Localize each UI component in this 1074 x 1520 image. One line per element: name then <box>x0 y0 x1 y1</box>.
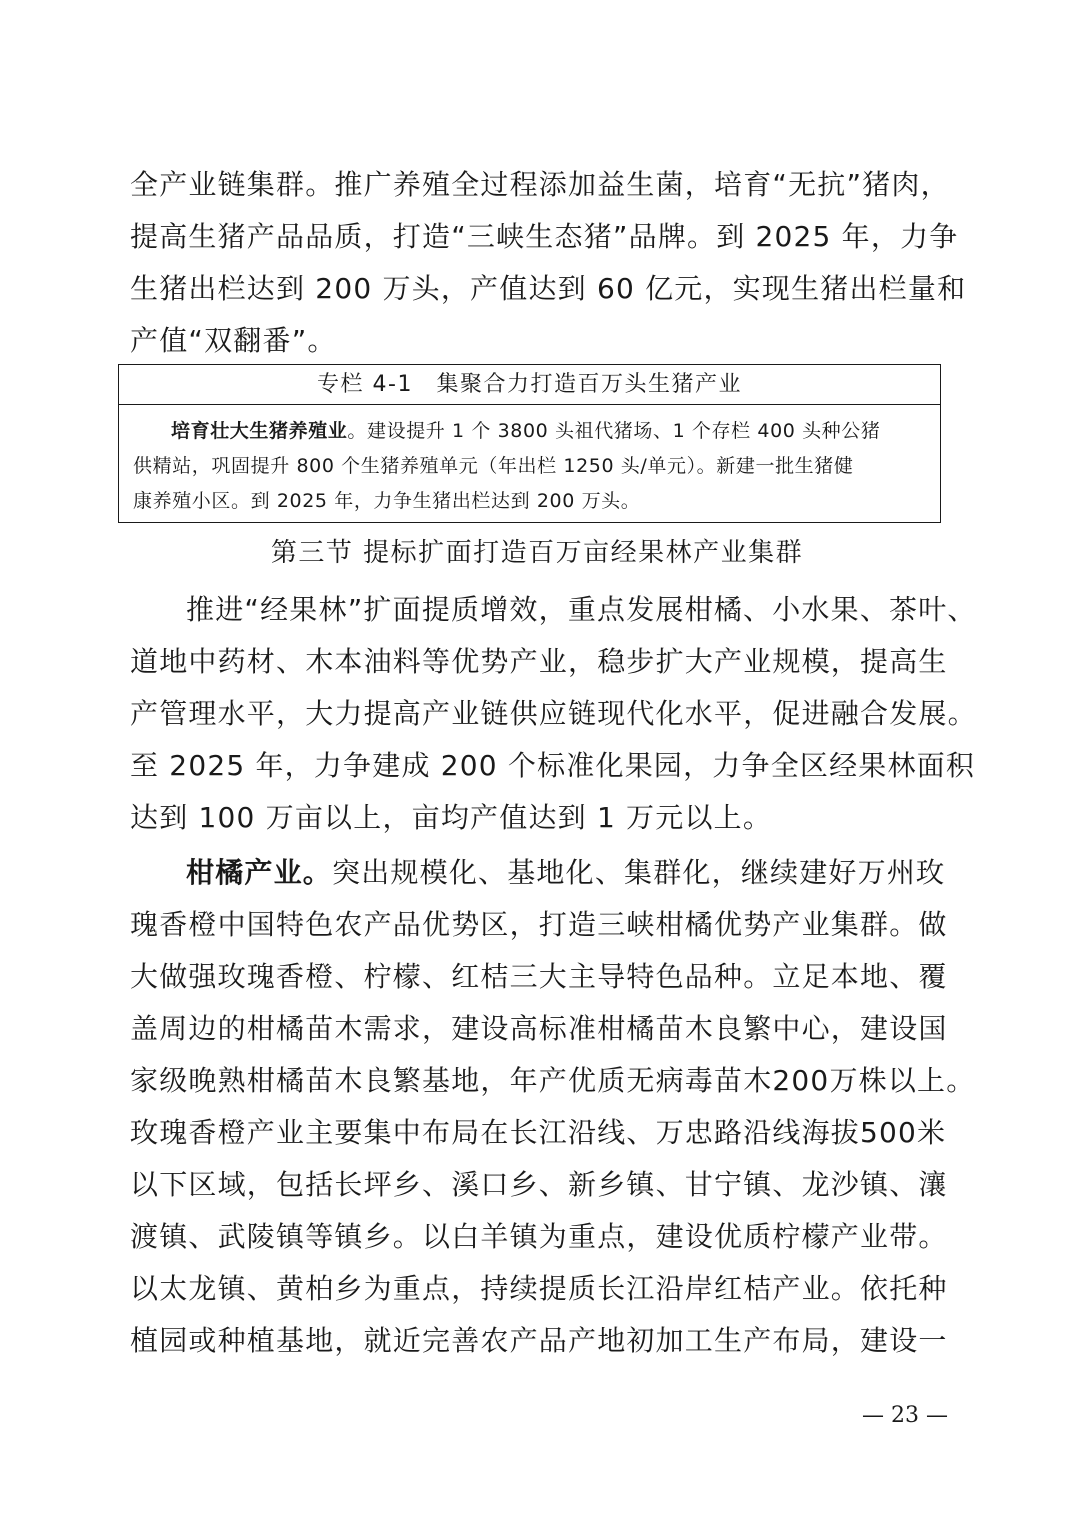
feature-column-line: 供精站，巩固提升 800 个生猪养殖单元（年出栏 1250 头/单元）。新建一批生猪健 <box>133 455 854 477</box>
paragraph-line: 推进“经果林”扩面提质增效，重点发展柑橘、小水果、茶叶、 <box>186 593 977 626</box>
feature-column-box <box>118 364 941 523</box>
page-number: — 23 — <box>862 1403 948 1428</box>
paragraph-line: 以下区域，包括长坪乡、溪口乡、新乡镇、甘宁镇、龙沙镇、瀼 <box>130 1168 948 1201</box>
paragraph-line: 达到 100 万亩以上，亩均产值达到 1 万元以上。 <box>130 801 773 834</box>
feature-column-line: 康养殖小区。到 2025 年，力争生猪出栏达到 200 万头。 <box>133 490 641 512</box>
paragraph-line: 大做强玫瑰香橙、柠檬、红桔三大主导特色品种。立足本地、覆 <box>130 960 948 993</box>
paragraph-line: 产管理水平，大力提高产业链供应链现代化水平，促进融合发展。 <box>130 697 977 730</box>
paragraph-line: 产值“双翻番”。 <box>130 324 337 357</box>
paragraph-line: 全产业链集群。推广养殖全过程添加益生菌，培育“无抗”猪肉， <box>130 168 950 201</box>
feature-column-title: 专栏 4-1 集聚合力打造百万头生猪产业 <box>119 365 940 405</box>
section-heading: 第三节 提标扩面打造百万亩经果林产业集群 <box>270 538 804 568</box>
paragraph-line: 提高生猪产品品质，打造“三峡生态猪”品牌。到 2025 年，力争 <box>130 220 959 253</box>
paragraph-line: 以太龙镇、黄柏乡为重点，持续提质长江沿岸红桔产业。依托种 <box>130 1272 948 1305</box>
paragraph-bold-lead: 柑橘产业。 <box>186 856 333 889</box>
paragraph-line: 盖周边的柑橘苗木需求，建设高标准柑橘苗木良繁中心，建设国 <box>130 1012 948 1045</box>
paragraph-line: 道地中药材、木本油料等优势产业，稳步扩大产业规模，提高生 <box>130 645 948 678</box>
paragraph-text: 突出规模化、基地化、集群化，继续建好万州玫 <box>332 856 946 889</box>
paragraph-line <box>186 855 945 891</box>
feature-column-text: 。建设提升 1 个 3800 头祖代猪场、1 个存栏 400 头种公猪 <box>347 420 881 442</box>
paragraph-line: 植园或种植基地，就近完善农产品产地初加工生产布局，建设一 <box>130 1324 948 1357</box>
paragraph-line: 玫瑰香橙产业主要集中布局在长江沿线、万忠路沿线海拔500米 <box>130 1116 947 1149</box>
paragraph-line: 至 2025 年，力争建成 200 个标准化果园，力争全区经果林面积 <box>130 749 976 782</box>
feature-column-line <box>171 417 933 445</box>
feature-column-bold-lead: 培育壮大生猪养殖业 <box>171 420 348 442</box>
paragraph-line: 瑰香橙中国特色农产品优势区，打造三峡柑橘优势产业集群。做 <box>130 908 948 941</box>
paragraph-line: 家级晚熟柑橘苗木良繁基地，年产优质无病毒苗木200万株以上。 <box>130 1064 976 1097</box>
paragraph-line: 生猪出栏达到 200 万头，产值达到 60 亿元，实现生猪出栏量和 <box>130 272 967 305</box>
paragraph-line: 渡镇、武陵镇等镇乡。以白羊镇为重点，建设优质柠檬产业带。 <box>130 1220 948 1253</box>
